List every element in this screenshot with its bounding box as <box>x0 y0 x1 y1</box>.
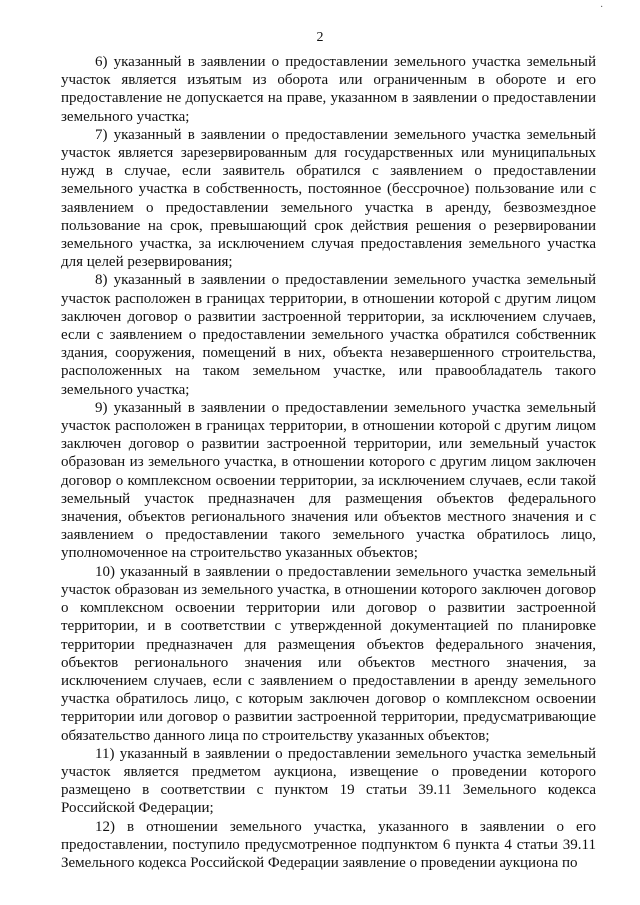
paragraph-item-7: 7) указанный в заявлении о предоставлении земельного участка земельный участок является зарезервированным для государственных или муниципальных нужд в случае, если заявитель обратился с заявлением о предоставлении земельного участка в собственность, постоянное (бессрочное) пользование или с заявлением о предоставлении земельного участка в аренду, безвозмездное пользование на срок, превышающий срок действия решения о резервировании земельного участка, за исключением случая предоставления земельного участка для целей резервирования; <box>61 126 596 271</box>
paragraph-item-6: 6) указанный в заявлении о предоставлении земельного участка земельный участок является изъятым из оборота или ограниченным в обороте и его предоставление не допускается на праве, указанном в заявлении о предоставлении земельного участка; <box>61 54 596 125</box>
paragraph-item-12: 12) в отношении земельного участка, указанного в заявлении о его предоставлении, поступило предусмотренное подпунктом 6 пункта 4 статьи 39.11 Земельного кодекса Российской Федерации заявление о проведении аукциона по <box>61 818 596 871</box>
paragraph-item-8: 8) указанный в заявлении о предоставлении земельного участка земельный участок расположен в границах территории, в отношении которой с другим лицом заключен договор о развитии застроенной территории, за исключением случаев, если с заявлением о предоставлении земельного участка обратился собственник здания, сооружения, помещений в них, объекта незавершенного строительства, расположенных на таком земельном участке, или правообладатель такого земельного участка; <box>61 272 596 398</box>
page-number: 2 <box>316 30 324 45</box>
body-text <box>61 53 596 872</box>
corner-mark: · <box>600 2 604 13</box>
paragraph-item-10: 10) указанный в заявлении о предоставлении земельного участка земельный участок образован из земельного участка, в отношении которого заключен договор о комплексном освоении территории или договор о развитии застроенной территории, и в соответствии с утвержденной документацией по планировке территории предназначен для размещения объектов федерального значения, объектов регионального значения или объектов местного значения, за исключением случаев, если с заявлением о предоставлении в аренду земельного участка обратилось лицо, с которым заключен договор о комплексном освоении территории или договор о развитии застроенной территории, предусматривающие обязательство данного лица по строительству указанных объектов; <box>61 563 596 744</box>
paragraph-item-9: 9) указанный в заявлении о предоставлении земельного участка земельный участок расположен в границах территории, в отношении которой с другим лицом заключен договор о развитии застроенной территории, или земельный участок образован из земельного участка, в отношении которого с другим лицом заключен договор о комплексном освоении территории, за исключением случаев, если такой земельный участок предназначен для размещения объектов федерального значения, объектов регионального значения или объектов местного значения и с заявлением о предоставлении такого земельного участка обратилось лицо, уполномоченное на строительство указанных объектов; <box>61 399 596 562</box>
paragraph-item-11: 11) указанный в заявлении о предоставлении земельного участка земельный участок является предметом аукциона, извещение о проведении которого размещено в соответствии с пунктом 19 статьи 39.11 Земельного кодекса Российской Федерации; <box>61 745 596 817</box>
